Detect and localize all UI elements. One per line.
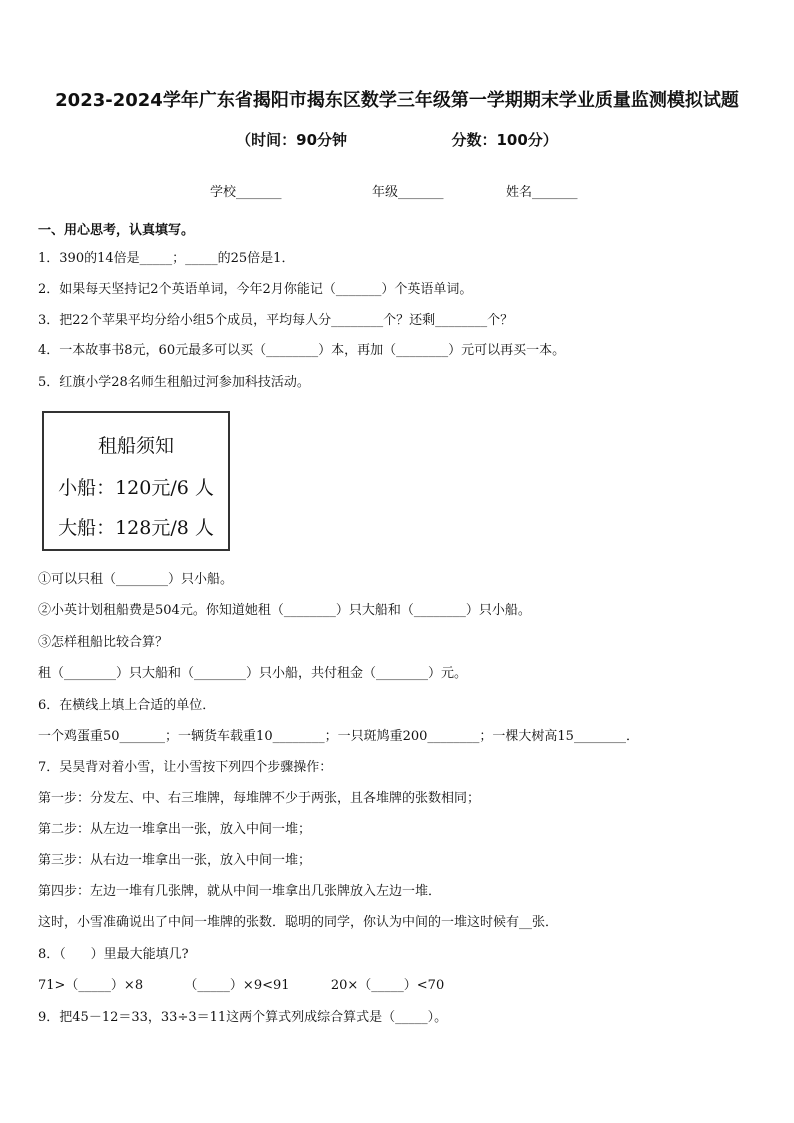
question-3: 3．把22个苹果平均分给小组5个成员，平均每人分________个？还剩________个？ <box>38 313 514 328</box>
question-7-step-2: 第二步：从左边一堆拿出一张，放入中间一堆； <box>38 822 312 837</box>
grade-field[interactable] <box>372 181 444 200</box>
question-7-step-1: 第一步：分发左、中、右三堆牌，每堆牌不少于两张，且各堆牌的张数相同； <box>38 791 481 806</box>
school-blank: _______ <box>236 185 282 200</box>
question-8-items: 71>（_____）×8 （_____）×9<91 20×（_____）<70 <box>38 978 445 993</box>
question-9: 9．把45－12＝33，33÷3＝11这两个算式列成综合算式是（_____）。 <box>38 1010 448 1025</box>
notice-title: 租船须知 <box>97 435 174 457</box>
question-6-items: 一个鸡蛋重50_______；一辆货车载重10________；一只斑鸠重200________；一棵大树高15________． <box>38 729 639 744</box>
question-1: 1．390的14倍是_____；_____的25倍是1． <box>38 251 295 266</box>
page-title: 2023-2024学年广东省揭阳市揭东区数学三年级第一学期期末学业质量监测模拟试题 <box>55 90 739 111</box>
question-8: 8．（ ）里最大能填几? <box>38 947 189 962</box>
question-5-part-1: ①可以只租（________）只小船。 <box>38 572 234 587</box>
grade-blank: _______ <box>398 185 444 200</box>
school-label: 学校 <box>210 185 237 200</box>
section-heading: 一、用心思考，认真填写。 <box>38 223 195 238</box>
name-label: 姓名 <box>506 185 533 200</box>
name-blank: _______ <box>532 185 578 200</box>
question-5-part-2: ②小英计划租船费是504元。你知道她租（________）只大船和（________）只小船。 <box>38 603 531 618</box>
grade-label: 年级 <box>372 185 399 200</box>
question-4: 4．一本故事书8元，60元最多可以买（________）本，再加（________）元可以再买一本。 <box>38 343 566 358</box>
notice-small-boat: 小船：120元/6 人 <box>58 477 214 499</box>
question-5-part-3: ③怎样租船比较合算？ <box>38 635 169 650</box>
notice-large-boat: 大船：128元/8 人 <box>58 517 214 539</box>
question-7-step-4: 第四步：左边一堆有几张牌，就从中间一堆拿出几张牌放入左边一堆． <box>38 884 442 899</box>
exam-time-score: （时间：90分钟 分数：100分） <box>236 131 558 149</box>
question-6: 6．在横线上填上合适的单位． <box>38 698 216 713</box>
question-7: 7．吴昊背对着小雪，让小雪按下列四个步骤操作： <box>38 760 333 775</box>
boat-rental-notice <box>42 411 230 551</box>
question-7-conclusion: 这时，小雪准确说出了中间一堆牌的张数．聪明的同学，你认为中间的一堆这时候有__张． <box>38 915 559 930</box>
question-5-part-3-answer: 租（________）只大船和（________）只小船，共付租金（________）元。 <box>38 666 468 681</box>
question-7-step-3: 第三步：从右边一堆拿出一张，放入中间一堆； <box>38 853 312 868</box>
question-2: 2．如果每天坚持记2个英语单词，今年2月你能记（_______）个英语单词。 <box>38 282 473 297</box>
school-field[interactable] <box>210 181 282 200</box>
name-field[interactable] <box>506 181 578 200</box>
question-5: 5．红旗小学28名师生租船过河参加科技活动。 <box>38 375 310 390</box>
